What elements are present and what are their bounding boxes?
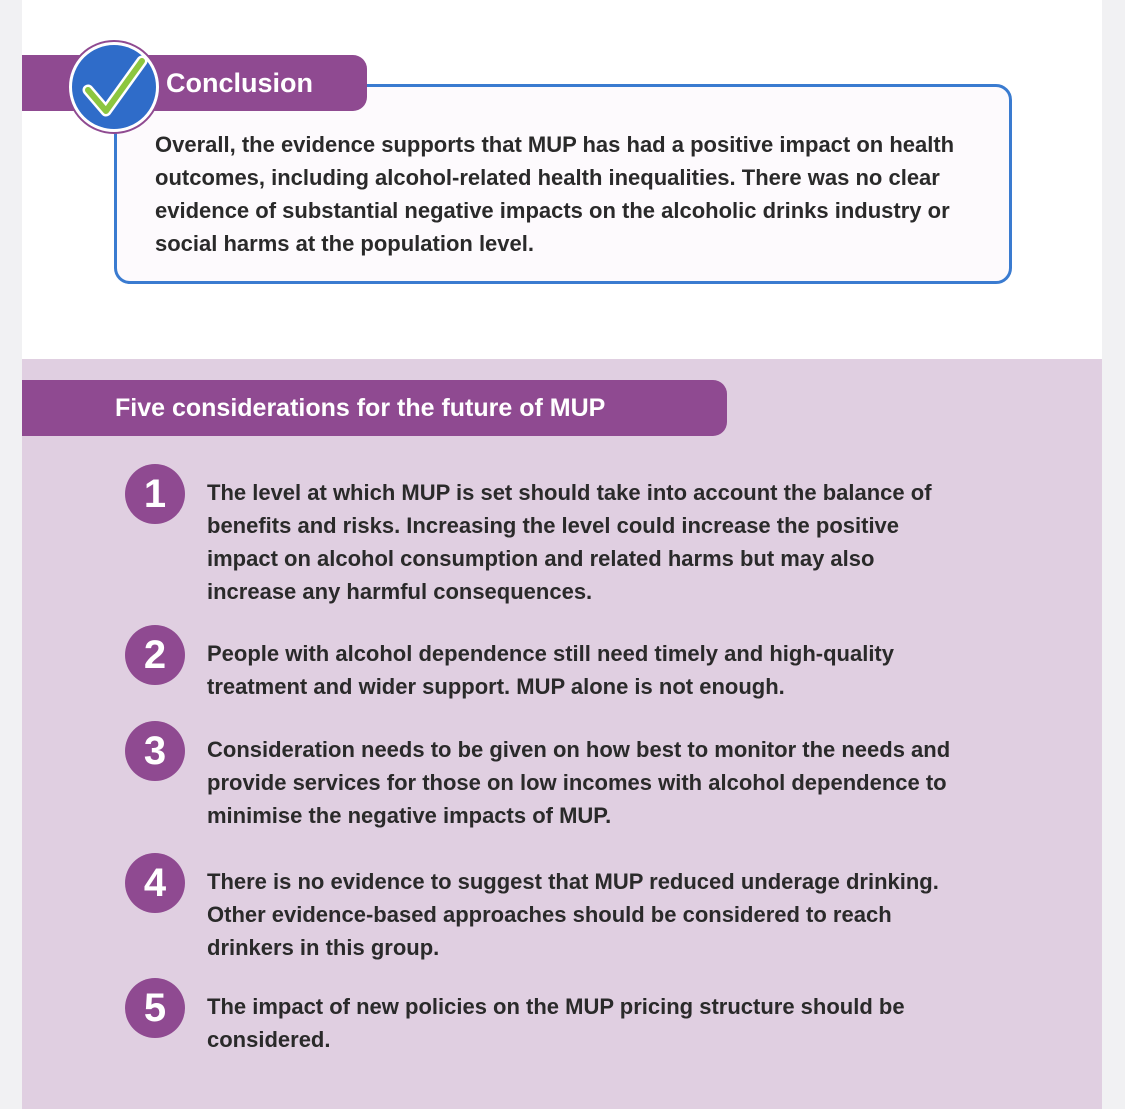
document-page (22, 0, 1102, 1109)
consideration-text: The level at which MUP is set should take into account the balance of benefits and risks. Increasing the level could increase the positive impact on alcohol consumption and related harms but may also increase any harmful consequences. (207, 480, 932, 604)
number-badge: 3 (125, 721, 185, 781)
number-badge: 4 (125, 853, 185, 913)
considerations-title: Five considerations for the future of MUP (115, 394, 606, 422)
consideration-text: People with alcohol dependence still need timely and high-quality treatment and wider support. MUP alone is not enough. (207, 641, 894, 699)
number-badge: 1 (125, 464, 185, 524)
consideration-text: There is no evidence to suggest that MUP reduced underage drinking. Other evidence-based approaches should be considered to reach drinkers in this group. (207, 869, 939, 960)
number-badge: 2 (125, 625, 185, 685)
consideration-text: The impact of new policies on the MUP pricing structure should be considered. (207, 994, 905, 1052)
conclusion-title: Conclusion (166, 68, 313, 98)
considerations-section (22, 359, 1102, 1109)
consideration-text: Consideration needs to be given on how best to monitor the needs and provide services for those on low incomes with alcohol dependence to minimise the negative impacts of MUP. (207, 737, 951, 828)
number-badge: 5 (125, 978, 185, 1038)
conclusion-text: Overall, the evidence supports that MUP has had a positive impact on health outcomes, including alcohol-related health inequalities. There was no clear evidence of substantial negative impacts on the alcoholic drinks industry or social harms at the population level. (155, 132, 955, 256)
checkmark-icon (69, 42, 159, 132)
